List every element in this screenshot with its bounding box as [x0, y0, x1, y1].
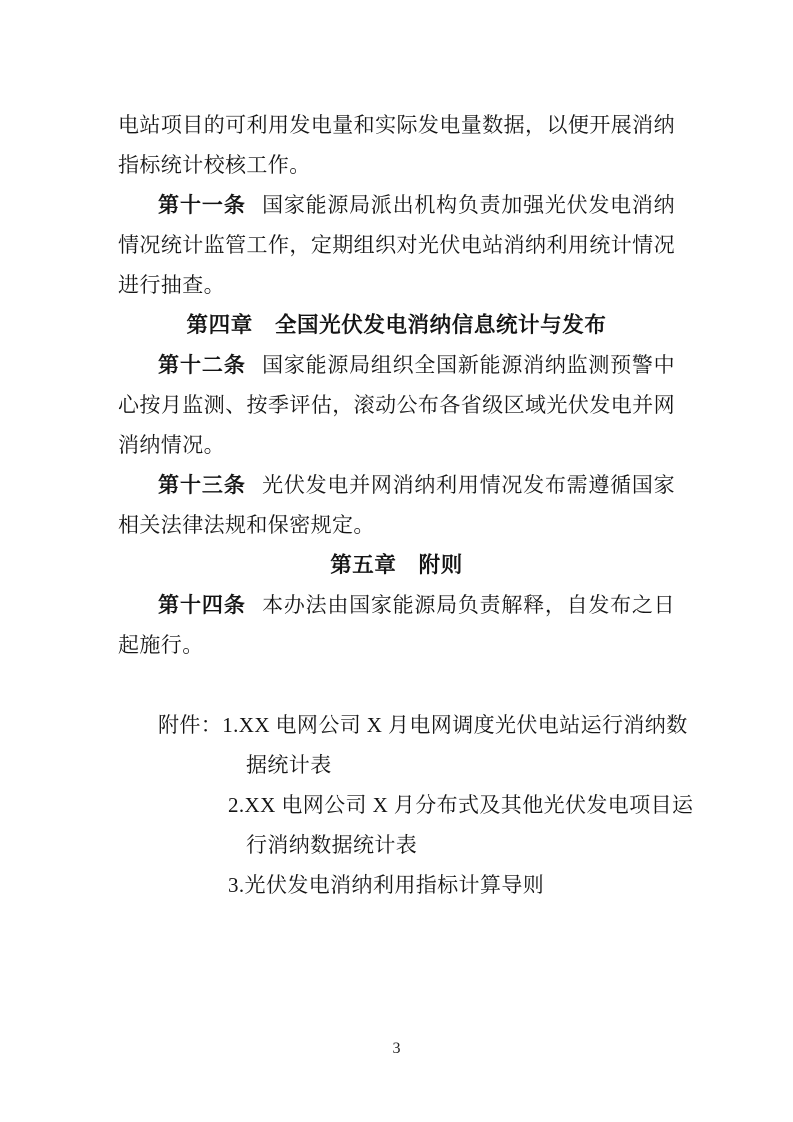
paragraph-line: 消纳情况。: [118, 433, 225, 457]
paragraph-line: 情况统计监管工作，定期组织对光伏电站消纳利用统计情况: [118, 233, 675, 257]
attachment-item-2-line-1: 2.XX 电网公司 X 月分布式及其他光伏发电项目运: [228, 793, 694, 817]
article-12-first-line: [118, 345, 675, 385]
document-body: [118, 105, 694, 905]
article-12-text: 国家能源局组织全国新能源消纳监测预警中: [261, 353, 675, 377]
attachments-block: [118, 705, 694, 905]
paragraph-line: 相关法律法规和保密规定。: [118, 513, 375, 537]
attachment-item-1-line-2: 据统计表: [246, 753, 332, 777]
paragraph-line: 起施行。: [118, 633, 204, 657]
attachments-label: 附件：: [158, 713, 223, 737]
paragraph-line: 进行抽查。: [118, 273, 225, 297]
article-14-label: 第十四条: [158, 593, 246, 617]
article-13-label: 第十三条: [158, 473, 246, 497]
attachment-item-3-line-1: 3.光伏发电消纳利用指标计算导则: [228, 873, 545, 897]
chapter-4-heading: 第四章 全国光伏发电消纳信息统计与发布: [186, 313, 607, 337]
paragraph-line: 心按月监测、按季评估，滚动公布各省级区域光伏发电并网: [118, 393, 675, 417]
attachment-item-1-line-1: [118, 705, 688, 745]
article-11-label: 第十一条: [158, 193, 246, 217]
attachment-item-2-line-2: 行消纳数据统计表: [246, 833, 418, 857]
chapter-5-heading: 第五章 附则: [330, 553, 463, 577]
article-14-first-line: [118, 585, 675, 625]
paragraph-line: 电站项目的可利用发电量和实际发电量数据，以便开展消纳: [118, 113, 675, 137]
attachment-item-1-text: 1.XX 电网公司 X 月电网调度光伏电站运行消纳数: [222, 713, 688, 737]
article-11-first-line: [118, 185, 675, 225]
article-13-first-line: [118, 465, 675, 505]
article-11-text: 国家能源局派出机构负责加强光伏发电消纳: [261, 193, 675, 217]
page-number: 3: [392, 1040, 401, 1057]
article-14-text: 本办法由国家能源局负责解释，自发布之日: [261, 593, 675, 617]
paragraph-line: 指标统计校核工作。: [118, 153, 311, 177]
article-12-label: 第十二条: [158, 353, 246, 377]
article-13-text: 光伏发电并网消纳利用情况发布需遵循国家: [261, 473, 675, 497]
